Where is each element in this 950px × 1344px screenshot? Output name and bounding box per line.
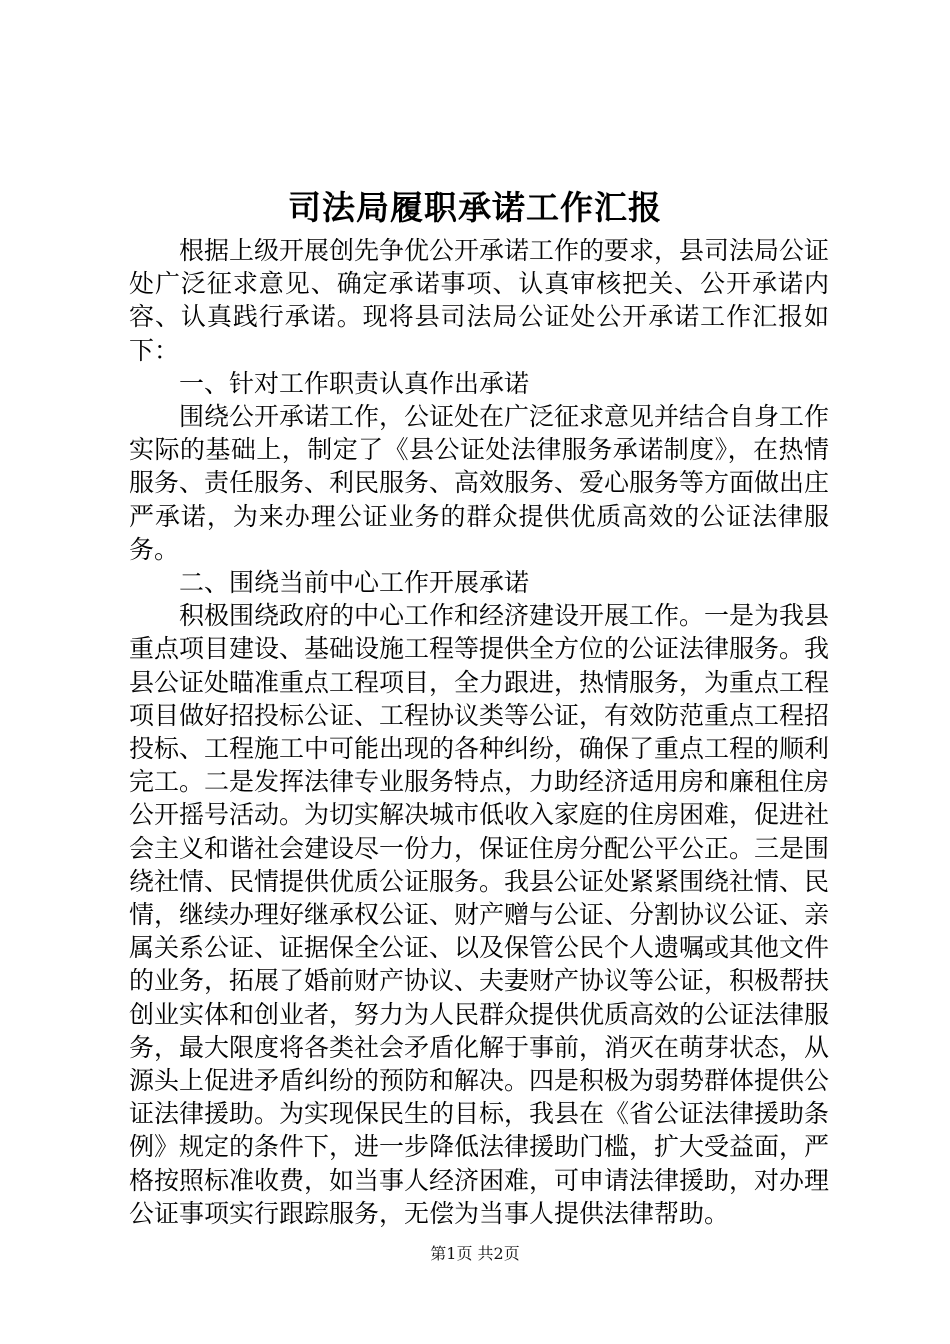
section-heading-1: 一、针对工作职责认真作出承诺 xyxy=(179,368,530,398)
section-heading-2: 二、围绕当前中心工作开展承诺 xyxy=(179,568,530,598)
document-title: 司法局履职承诺工作汇报 xyxy=(288,188,662,227)
section-1-paragraph: 围绕公开承诺工作，公证处在广泛征求意见并结合自身工作实际的基础上，制定了《县公证处法律服务承诺制度》，在热情服务、责任服务、利民服务、高效服务、爱心服务等方面做出庄严承诺，为来办理公证业务的群众提供优质高效的公证法律服务。 xyxy=(129,402,830,564)
document-body xyxy=(129,234,829,1230)
page-footer: 第1页 共2页 xyxy=(430,1244,520,1263)
intro-paragraph: 根据上级开展创先争优公开承诺工作的要求，县司法局公证处广泛征求意见、确定承诺事项、认真审核把关、公开承诺内容、认真践行承诺。现将县司法局公证处公开承诺工作汇报如下： xyxy=(129,236,830,365)
section-2-paragraph: 积极围绕政府的中心工作和经济建设开展工作。一是为我县重点项目建设、基础设施工程等提供全方位的公证法律服务。我县公证处瞄准重点工程项目，全力跟进，热情服务，为重点工程项目做好招投标公证、工程协议类等公证，有效防范重点工程招投标、工程施工中可能出现的各种纠纷，确保了重点工程的顺利完工。二是发挥法律专业服务特点，力助经济适用房和廉租住房公开摇号活动。为切实解决城市低收入家庭的住房困难，促进社会主义和谐社会建设尽一份力，保证住房分配公平公正。三是围绕社情、民情提供优质公证服务。我县公证处紧紧围绕社情、民情，继续办理好继承权公证、财产赠与公证、分割协议公证、亲属关系公证、证据保全公证、以及保管公民个人遗嘱或其他文件的业务，拓展了婚前财产协议、夫妻财产协议等公证，积极帮扶创业实体和创业者，努力为人民群众提供优质高效的公证法律服务，最大限度将各类社会矛盾化解于事前，消灭在萌芽状态，从源头上促进矛盾纠纷的预防和解决。四是积极为弱势群体提供公证法律援助。为实现保民生的目标，我县在《省公证法律援助条例》规定的条件下，进一步降低法律援助门槛，扩大受益面，严格按照标准收费，如当事人经济困难，可申请法律援助，对办理公证事项实行跟踪服务，无偿为当事人提供法律帮助。 xyxy=(129,601,830,1228)
